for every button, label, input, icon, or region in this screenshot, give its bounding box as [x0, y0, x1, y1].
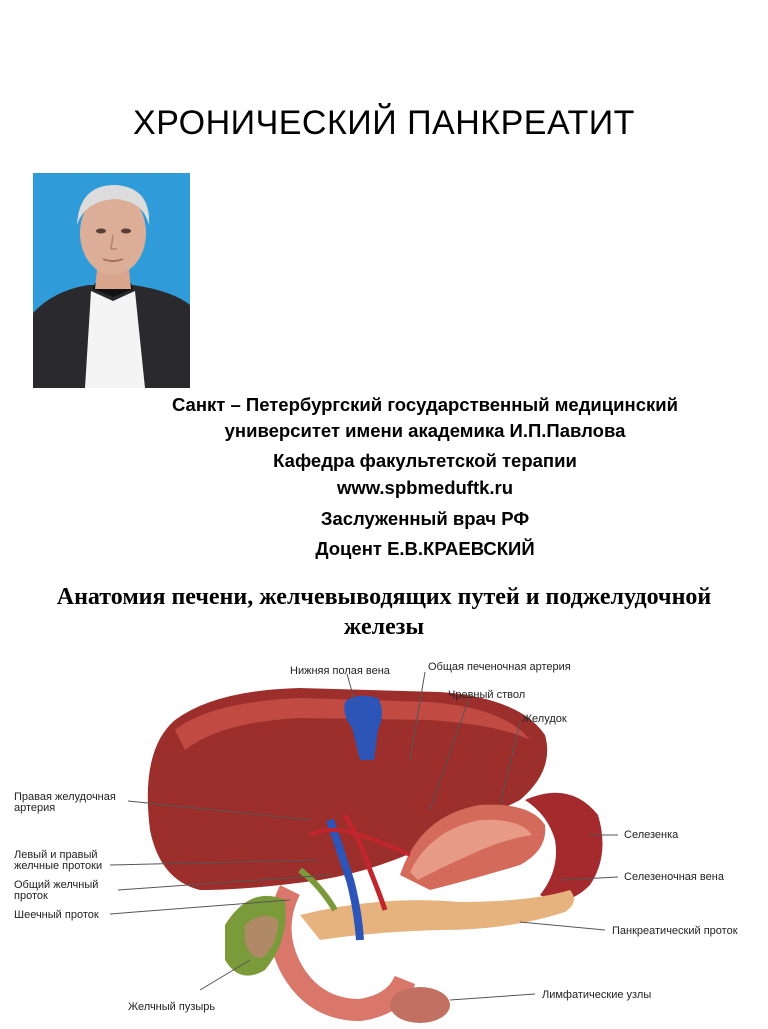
- label-hepatic-ducts-1: Левый и правый: [14, 849, 98, 861]
- label-spleen: Селезенка: [624, 829, 679, 841]
- label-right-gastric-artery-1: Правая желудочная: [14, 791, 116, 803]
- label-gallbladder: Желчный пузырь: [128, 1001, 216, 1013]
- label-celiac-trunk: Чревный ствол: [448, 689, 526, 701]
- university-line-2: университет имени академика И.П.Павлова: [224, 420, 626, 441]
- honor-title: Заслуженный врач РФ: [320, 508, 530, 529]
- figure-caption-line-1: Анатомия печени, желчевыводящих путей и поджелудочной: [56, 584, 712, 610]
- author-photo: [33, 173, 190, 388]
- label-hepatic-artery: Общая печеночная артерия: [428, 661, 571, 673]
- label-hepatic-ducts-2: желчные протоки: [14, 860, 103, 872]
- author-name: Доцент Е.В.КРАЕВСКИЙ: [315, 538, 535, 559]
- label-cystic-duct: Шеечный проток: [14, 909, 99, 921]
- label-stomach: Желудок: [522, 713, 567, 725]
- label-common-bile-duct-2: проток: [14, 890, 48, 902]
- label-lymph-nodes: Лимфатические узлы: [542, 989, 652, 1001]
- website-link[interactable]: www.spbmeduftk.ru: [336, 477, 514, 498]
- label-pancreatic-duct: Панкреатический проток: [612, 925, 738, 937]
- figure-caption-line-2: железы: [343, 614, 425, 640]
- label-common-bile-duct-1: Общий желчный: [14, 879, 99, 891]
- figure-caption: [20, 582, 748, 642]
- page-title: ХРОНИЧЕСКИЙ ПАНКРЕАТИТ: [133, 104, 635, 142]
- label-ivc: Нижняя полая вена: [290, 665, 390, 677]
- university-line-1: Санкт – Петербургский государственный медицинский: [171, 394, 679, 415]
- anatomy-illustration: [0, 640, 768, 1024]
- label-right-gastric-artery-2: артерия: [14, 802, 56, 814]
- label-splenic-vein: Селезеночная вена: [624, 871, 724, 883]
- department: Кафедра факультетской терапии: [273, 450, 577, 471]
